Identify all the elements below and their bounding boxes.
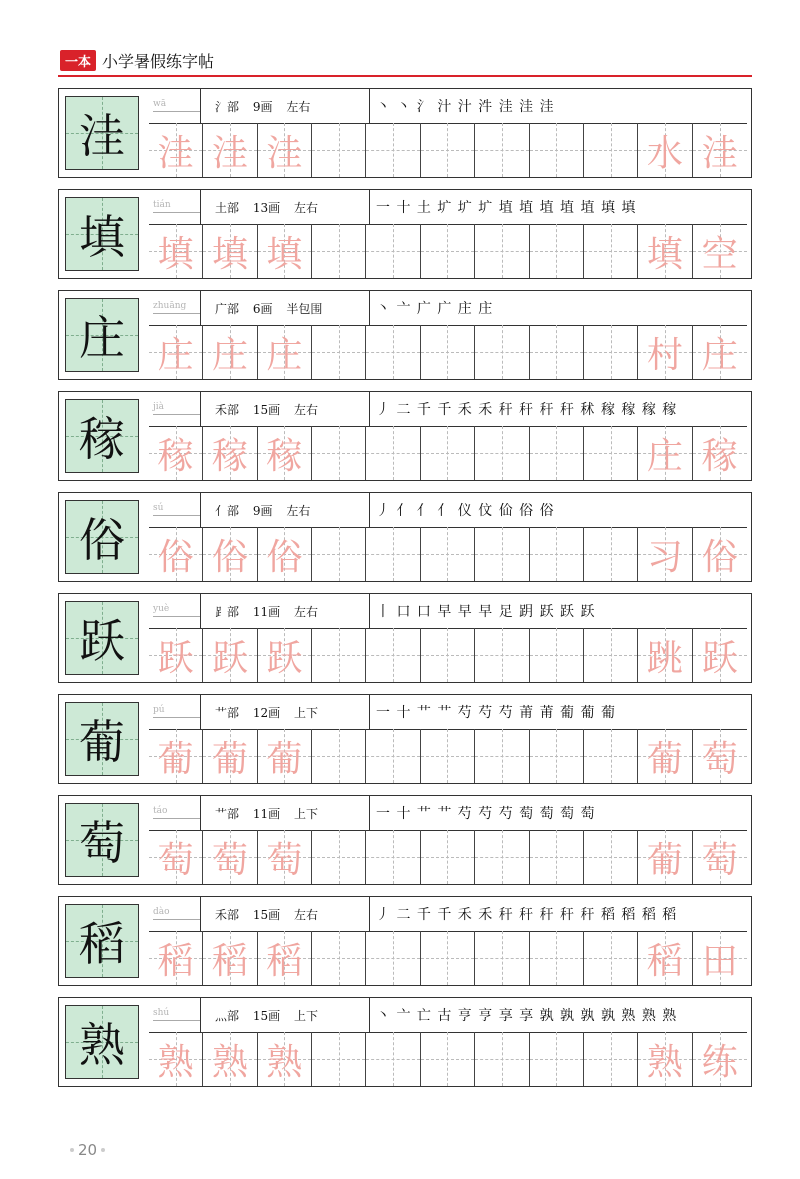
empty-practice-cell[interactable] [366,426,420,480]
word-char: 村 [646,334,683,376]
empty-practice-cell[interactable] [530,830,584,884]
empty-practice-cell[interactable] [584,628,638,682]
char-info [149,897,747,932]
practice-grid [149,931,747,985]
pinyin-box[interactable] [149,594,201,628]
practice-grid [149,325,747,379]
practice-grid [149,527,747,581]
empty-practice-cell[interactable] [530,123,584,177]
empty-practice-cell[interactable] [475,527,529,581]
char-meta [201,906,369,923]
model-char-box [65,702,139,776]
trace-cell[interactable] [203,123,257,177]
model-char: 熟 [79,1018,125,1072]
practice-grid [149,123,747,177]
pinyin-line [153,414,200,415]
trace-cell[interactable] [258,729,312,783]
pinyin-box[interactable] [149,998,201,1032]
stroke-order: 丶 丶 氵 汁 汁 汼 洼 洼 洼 [369,89,747,123]
empty-practice-cell[interactable] [312,426,366,480]
trace-cell[interactable] [149,931,203,985]
trace-cell[interactable] [203,931,257,985]
trace-char: 庄 [266,334,303,376]
word-char: 熟 [646,1041,683,1083]
empty-practice-cell[interactable] [475,628,529,682]
char-meta [201,98,369,115]
stroke-count: 11画 [252,806,281,821]
stroke-order: 丨 口 口 早 早 早 足 跀 跃 跃 跃 [369,594,747,628]
empty-practice-cell[interactable] [421,1032,475,1086]
stroke-count: 15画 [252,402,281,417]
char-info [149,594,747,629]
empty-practice-cell[interactable] [530,628,584,682]
empty-practice-cell[interactable] [530,325,584,379]
empty-practice-cell[interactable] [366,1032,420,1086]
stroke-order: 一 十 土 圹 圹 圹 埴 埴 埴 埴 埴 填 填 [369,190,747,224]
pinyin-text: táo [153,805,168,816]
stroke-count: 15画 [252,1008,281,1023]
stroke-count: 11画 [252,604,281,619]
model-char: 葡 [79,715,125,769]
trace-char: 萄 [266,839,303,881]
char-info [149,190,747,225]
trace-cell[interactable] [258,224,312,278]
empty-practice-cell[interactable] [475,1032,529,1086]
char-meta [201,502,369,519]
word-char: 练 [701,1041,738,1083]
word-char: 田 [701,940,738,982]
model-char-box [65,500,139,574]
empty-practice-cell[interactable] [475,325,529,379]
empty-practice-cell[interactable] [475,426,529,480]
pinyin-line [153,111,200,112]
radical: 广部 [215,301,240,316]
empty-practice-cell[interactable] [421,628,475,682]
radical: 土部 [215,200,240,215]
character-row [58,391,752,481]
empty-practice-cell[interactable] [584,426,638,480]
model-char-box [65,96,139,170]
practice-grid [149,224,747,278]
trace-cell[interactable] [203,527,257,581]
empty-practice-cell[interactable] [312,729,366,783]
practice-grid [149,426,747,480]
empty-practice-cell[interactable] [421,931,475,985]
empty-practice-cell[interactable] [366,931,420,985]
word-cell[interactable] [693,628,747,682]
model-char-box [65,904,139,978]
char-meta [201,603,369,620]
trace-cell[interactable] [149,527,203,581]
word-cell[interactable] [693,1032,747,1086]
empty-practice-cell[interactable] [475,830,529,884]
trace-cell[interactable] [149,628,203,682]
pinyin-text: zhuāng [153,300,187,311]
practice-grid [149,830,747,884]
stroke-order: 丿 二 千 千 禾 禾 秆 秆 秆 秆 秆 稻 稻 稻 稻 [369,897,747,931]
trace-cell[interactable] [203,426,257,480]
pinyin-text: yuè [153,603,170,614]
pinyin-line [153,818,200,819]
stroke-count: 15画 [252,907,281,922]
empty-practice-cell[interactable] [421,729,475,783]
stroke-count: 12画 [252,705,281,720]
empty-practice-cell[interactable] [584,325,638,379]
pinyin-line [153,616,200,617]
pinyin-box[interactable] [149,695,201,729]
character-row [58,593,752,683]
trace-char: 跃 [157,637,194,679]
pinyin-box[interactable] [149,796,201,830]
word-cell[interactable] [638,628,692,682]
model-char: 庄 [79,311,125,365]
empty-practice-cell[interactable] [584,1032,638,1086]
pinyin-line [153,212,200,213]
model-char-box [65,601,139,675]
radical: 灬部 [215,1008,240,1023]
trace-cell[interactable] [149,729,203,783]
trace-char: 填 [212,233,249,275]
word-cell[interactable] [693,426,747,480]
trace-cell[interactable] [258,1032,312,1086]
radical: ⻊部 [215,604,240,619]
pinyin-line [153,313,200,314]
trace-char: 俗 [212,536,249,578]
empty-practice-cell[interactable] [475,123,529,177]
empty-practice-cell[interactable] [312,931,366,985]
word-cell[interactable] [638,426,692,480]
model-char: 俗 [79,513,125,567]
trace-char: 稻 [266,940,303,982]
char-meta [201,1007,369,1024]
pinyin-text: jià [153,401,165,412]
trace-cell[interactable] [203,628,257,682]
word-char: 填 [646,233,683,275]
empty-practice-cell[interactable] [584,527,638,581]
radical: 氵部 [215,99,240,114]
structure: 左右 [293,604,318,619]
stroke-order: 丶 亠 亡 古 亨 亨 享 享 孰 孰 孰 孰 熟 熟 熟 [369,998,747,1032]
structure: 上下 [293,705,318,720]
trace-char: 洼 [212,132,249,174]
trace-char: 萄 [157,839,194,881]
radical: 艹部 [215,705,240,720]
word-cell[interactable] [693,123,747,177]
word-char: 水 [646,132,683,174]
word-char: 萄 [701,738,738,780]
pinyin-line [153,1020,200,1021]
word-char: 洼 [701,132,738,174]
word-cell[interactable] [638,527,692,581]
stroke-count: 9画 [252,503,273,518]
model-char: 萄 [79,816,125,870]
structure: 左右 [286,503,311,518]
trace-char: 葡 [157,738,194,780]
trace-char: 萄 [212,839,249,881]
structure: 半包围 [286,301,323,316]
trace-cell[interactable] [258,830,312,884]
practice-grid [149,628,747,682]
empty-practice-cell[interactable] [421,426,475,480]
page-dot-icon [70,1148,74,1152]
empty-practice-cell[interactable] [312,1032,366,1086]
empty-practice-cell[interactable] [312,527,366,581]
character-row [58,189,752,279]
word-char: 葡 [646,738,683,780]
trace-char: 熟 [266,1041,303,1083]
stroke-order: 丿 二 千 千 禾 禾 秆 秆 秆 秆 秫 稼 稼 稼 稼 [369,392,747,426]
word-char: 习 [646,536,683,578]
empty-practice-cell[interactable] [421,224,475,278]
empty-practice-cell[interactable] [312,123,366,177]
model-char-box [65,197,139,271]
model-char: 稻 [79,917,125,971]
trace-char: 葡 [266,738,303,780]
empty-practice-cell[interactable] [312,224,366,278]
word-char: 萄 [701,839,738,881]
radical: 禾部 [215,907,240,922]
trace-char: 跃 [266,637,303,679]
word-cell[interactable] [638,123,692,177]
pinyin-box[interactable] [149,291,201,325]
pinyin-text: shú [153,1007,170,1018]
page-dot-icon [101,1148,105,1152]
character-row [58,88,752,178]
trace-cell[interactable] [258,931,312,985]
trace-char: 稼 [157,435,194,477]
char-info [149,998,747,1033]
empty-practice-cell[interactable] [421,830,475,884]
pinyin-text: sú [153,502,164,513]
stroke-order: 丿 亻 亻 亻 仪 伩 佡 俗 俗 [369,493,747,527]
brand-badge: 一本 [60,50,96,71]
pinyin-text: wā [153,98,167,109]
trace-cell[interactable] [149,1032,203,1086]
word-cell[interactable] [638,830,692,884]
practice-rows [58,88,752,1098]
structure: 左右 [293,402,318,417]
empty-practice-cell[interactable] [366,224,420,278]
structure: 上下 [293,806,318,821]
trace-cell[interactable] [203,729,257,783]
word-char: 庄 [701,334,738,376]
empty-practice-cell[interactable] [421,123,475,177]
model-char-box [65,803,139,877]
radical: 亻部 [215,503,240,518]
empty-practice-cell[interactable] [366,123,420,177]
empty-practice-cell[interactable] [530,426,584,480]
pinyin-box[interactable] [149,897,201,931]
trace-cell[interactable] [149,830,203,884]
trace-cell[interactable] [203,224,257,278]
word-cell[interactable] [693,830,747,884]
stroke-count: 9画 [252,99,273,114]
char-info [149,291,747,326]
practice-grid [149,729,747,783]
trace-char: 熟 [157,1041,194,1083]
empty-practice-cell[interactable] [530,1032,584,1086]
trace-cell[interactable] [258,527,312,581]
pinyin-box[interactable] [149,190,201,224]
trace-cell[interactable] [203,1032,257,1086]
practice-grid [149,1032,747,1086]
empty-practice-cell[interactable] [530,224,584,278]
trace-cell[interactable] [149,325,203,379]
trace-char: 填 [266,233,303,275]
empty-practice-cell[interactable] [584,830,638,884]
trace-char: 葡 [212,738,249,780]
word-char: 跃 [701,637,738,679]
page-number [66,1141,109,1159]
char-info [149,392,747,427]
trace-cell[interactable] [149,224,203,278]
structure: 左右 [293,907,318,922]
char-meta [201,704,369,721]
trace-char: 稻 [157,940,194,982]
char-meta [201,199,369,216]
stroke-order: 丶 亠 广 广 庄 庄 [369,291,747,325]
trace-char: 稻 [212,940,249,982]
word-char: 跳 [646,637,683,679]
empty-practice-cell[interactable] [312,830,366,884]
char-info [149,796,747,831]
trace-char: 俗 [266,536,303,578]
model-char-box [65,298,139,372]
structure: 上下 [293,1008,318,1023]
empty-practice-cell[interactable] [366,527,420,581]
character-row [58,997,752,1087]
char-info [149,89,747,124]
trace-char: 跃 [212,637,249,679]
trace-cell[interactable] [203,830,257,884]
empty-practice-cell[interactable] [366,830,420,884]
page-number-text: 20 [78,1141,98,1159]
char-meta [201,401,369,418]
empty-practice-cell[interactable] [366,729,420,783]
trace-char: 俗 [157,536,194,578]
empty-practice-cell[interactable] [584,931,638,985]
empty-practice-cell[interactable] [475,224,529,278]
trace-char: 稼 [266,435,303,477]
book-title: 小学暑假练字帖 [102,51,215,71]
empty-practice-cell[interactable] [584,224,638,278]
word-cell[interactable] [638,224,692,278]
word-cell[interactable] [638,729,692,783]
character-row [58,896,752,986]
word-char: 葡 [646,839,683,881]
pinyin-box[interactable] [149,392,201,426]
pinyin-text: dào [153,906,170,917]
trace-char: 洼 [266,132,303,174]
trace-cell[interactable] [258,426,312,480]
pinyin-line [153,919,200,920]
stroke-count: 6画 [252,301,273,316]
trace-cell[interactable] [258,123,312,177]
char-info [149,493,747,528]
structure: 左右 [293,200,318,215]
character-row [58,492,752,582]
character-row [58,795,752,885]
trace-cell[interactable] [203,325,257,379]
radical: 艹部 [215,806,240,821]
trace-cell[interactable] [149,123,203,177]
stroke-order: 一 十 艹 艹 芍 芍 芍 萄 萄 萄 萄 [369,796,747,830]
empty-practice-cell[interactable] [312,628,366,682]
stroke-order: 一 十 艹 艹 芍 芍 芍 莆 莆 葡 葡 葡 [369,695,747,729]
pinyin-box[interactable] [149,89,201,123]
trace-char: 熟 [212,1041,249,1083]
trace-cell[interactable] [149,426,203,480]
model-char: 跃 [79,614,125,668]
word-char: 稼 [701,435,738,477]
word-cell[interactable] [693,527,747,581]
model-char: 洼 [79,109,125,163]
pinyin-text: tián [153,199,171,210]
model-char: 稼 [79,412,125,466]
word-char: 庄 [646,435,683,477]
empty-practice-cell[interactable] [584,123,638,177]
char-meta [201,300,369,317]
trace-char: 洼 [157,132,194,174]
stroke-count: 13画 [252,200,281,215]
trace-cell[interactable] [258,628,312,682]
word-cell[interactable] [693,224,747,278]
trace-cell[interactable] [258,325,312,379]
word-cell[interactable] [638,1032,692,1086]
trace-char: 稼 [212,435,249,477]
header-rule [58,75,752,77]
model-char-box [65,399,139,473]
trace-char: 庄 [157,334,194,376]
word-cell[interactable] [693,931,747,985]
empty-practice-cell[interactable] [584,729,638,783]
page-header [60,48,214,72]
word-cell[interactable] [693,729,747,783]
word-cell[interactable] [638,931,692,985]
word-char: 空 [701,233,738,275]
model-char-box [65,1005,139,1079]
trace-char: 填 [157,233,194,275]
char-meta [201,805,369,822]
structure: 左右 [286,99,311,114]
word-cell[interactable] [638,325,692,379]
word-char: 稻 [646,940,683,982]
empty-practice-cell[interactable] [312,325,366,379]
word-cell[interactable] [693,325,747,379]
pinyin-text: pú [153,704,165,715]
pinyin-box[interactable] [149,493,201,527]
empty-practice-cell[interactable] [475,729,529,783]
word-char: 俗 [701,536,738,578]
empty-practice-cell[interactable] [530,527,584,581]
empty-practice-cell[interactable] [530,931,584,985]
trace-char: 庄 [212,334,249,376]
character-row [58,694,752,784]
pinyin-line [153,717,200,718]
empty-practice-cell[interactable] [366,628,420,682]
empty-practice-cell[interactable] [530,729,584,783]
empty-practice-cell[interactable] [421,325,475,379]
empty-practice-cell[interactable] [421,527,475,581]
radical: 禾部 [215,402,240,417]
empty-practice-cell[interactable] [366,325,420,379]
pinyin-line [153,515,200,516]
char-info [149,695,747,730]
model-char: 填 [79,210,125,264]
character-row [58,290,752,380]
empty-practice-cell[interactable] [475,931,529,985]
